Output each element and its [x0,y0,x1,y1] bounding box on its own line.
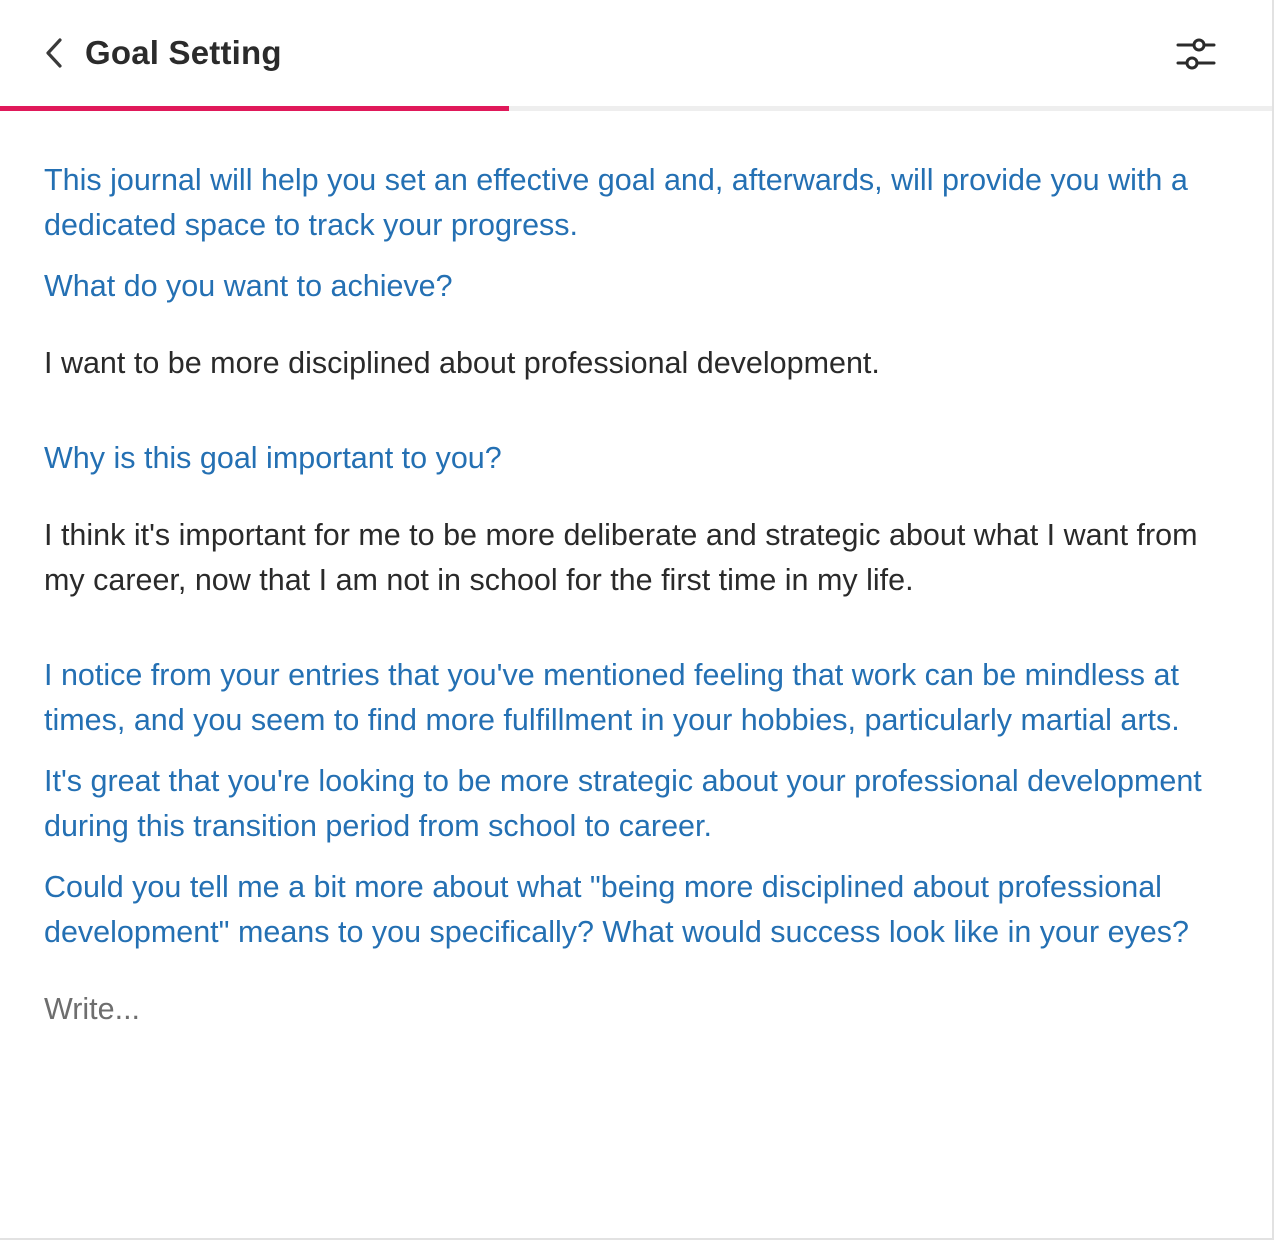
header [0,0,1272,106]
sliders-icon [1174,34,1218,74]
progress-bar-fill [0,106,509,111]
progress-bar [0,106,1272,111]
settings-button[interactable] [1172,30,1220,78]
question-importance: Why is this goal important to you? [44,441,502,475]
followup-question: Could you tell me a bit more about what "being more disciplined about professional development" means to you specifically? What would success look like in your eyes? [44,870,1189,949]
intro-text: This journal will help you set an effective goal and, afterwards, will provide you with a dedicated space to track your progress. [44,163,1188,242]
followup-encouragement: It's great that you're looking to be more strategic about your professional development during this transition period from school to career. [44,764,1202,843]
write-input[interactable] [44,987,1224,1032]
question-achieve: What do you want to achieve? [44,269,453,303]
followup-observation: I notice from your entries that you've mentioned feeling that work can be mindless at times, and you seem to find more fulfillment in your hobbies, particularly martial arts. [44,658,1180,737]
journal-content [44,158,1224,1032]
page-title: Goal Setting [85,34,282,71]
chevron-left-icon [43,37,65,69]
answer-achieve: I want to be more disciplined about professional development. [44,346,880,380]
back-button[interactable] [34,30,74,76]
answer-importance: I think it's important for me to be more deliberate and strategic about what I want from my career, now that I am not in school for the first time in my life. [44,518,1198,597]
